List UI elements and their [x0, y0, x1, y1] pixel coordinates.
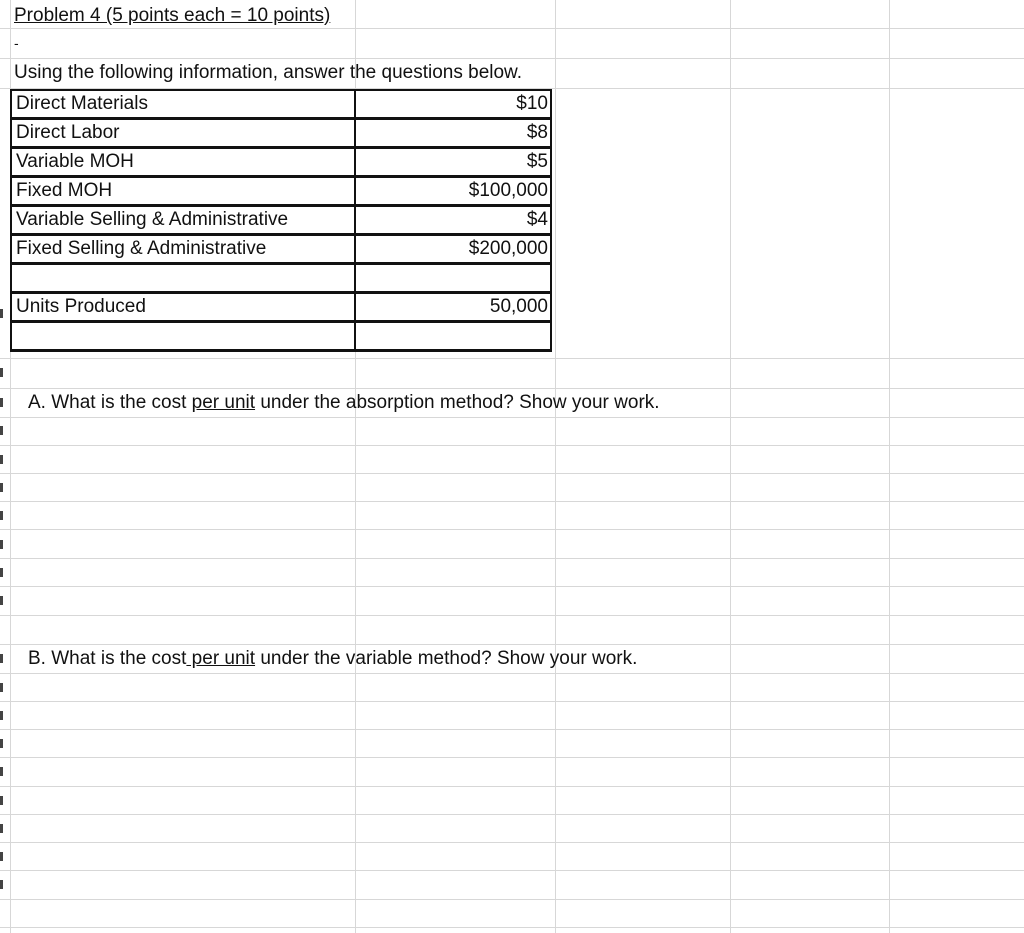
- row-divider: [0, 870, 1024, 871]
- row-header-fragment: [0, 540, 3, 549]
- question-a-per-unit: per unit: [191, 392, 256, 413]
- table-row-empty: [11, 322, 551, 351]
- question-b[interactable]: [28, 648, 637, 670]
- row-header-fragment: [0, 596, 3, 605]
- row-header-fragment: [0, 796, 3, 805]
- problem-title[interactable]: Problem 4 (5 points each = 10 points): [14, 5, 331, 26]
- column-divider: [889, 0, 890, 933]
- column-divider: [730, 0, 731, 933]
- row-header-fragment: [0, 309, 3, 318]
- row-divider: [0, 673, 1024, 674]
- instructions-text[interactable]: Using the following information, answer the questions below.: [14, 62, 523, 83]
- row-header-fragment: [0, 683, 3, 692]
- column-divider: [555, 0, 556, 933]
- table-row: [11, 293, 551, 322]
- row-divider: [0, 927, 1024, 928]
- question-b-prefix: B. What is the cost: [28, 648, 187, 669]
- cost-table: [10, 89, 552, 352]
- row-value-cell[interactable]: $4: [355, 206, 551, 235]
- table-row: [11, 148, 551, 177]
- empty-cell[interactable]: [355, 264, 551, 293]
- row-header-fragment: [0, 880, 3, 889]
- question-b-suffix: under the variable method? Show your work.: [255, 648, 638, 669]
- empty-cell[interactable]: [11, 322, 355, 351]
- row-divider: [0, 786, 1024, 787]
- row-divider: [0, 558, 1024, 559]
- row-divider: [0, 757, 1024, 758]
- row-header-fragment: [0, 852, 3, 861]
- row-value-cell[interactable]: $8: [355, 119, 551, 148]
- row-divider: [0, 615, 1024, 616]
- row-label-cell[interactable]: Variable MOH: [11, 148, 355, 177]
- row-label-cell[interactable]: Direct Materials: [11, 90, 355, 119]
- row-divider: [0, 899, 1024, 900]
- row-divider: [0, 814, 1024, 815]
- row-value-cell[interactable]: $200,000: [355, 235, 551, 264]
- question-b-per-unit: per unit: [186, 648, 256, 669]
- row-header-fragment: [0, 711, 3, 720]
- row-header-fragment: [0, 824, 3, 833]
- table-row: [11, 206, 551, 235]
- units-produced-label[interactable]: Units Produced: [11, 293, 355, 322]
- row-header-fragment: [0, 455, 3, 464]
- row-value-cell[interactable]: $5: [355, 148, 551, 177]
- row-header-fragment: [0, 368, 3, 377]
- question-a-suffix: under the absorption method? Show your work.: [255, 392, 660, 413]
- row-header-fragment: [0, 568, 3, 577]
- question-a-prefix: A. What is the cost: [28, 392, 192, 413]
- row-value-cell[interactable]: $10: [355, 90, 551, 119]
- row-label-cell[interactable]: Fixed MOH: [11, 177, 355, 206]
- row-divider: [0, 644, 1024, 645]
- row-divider: [0, 586, 1024, 587]
- row-value-cell[interactable]: $100,000: [355, 177, 551, 206]
- row-divider: [0, 388, 1024, 389]
- table-row: [11, 235, 551, 264]
- units-produced-value[interactable]: 50,000: [355, 293, 551, 322]
- row-divider: [0, 358, 1024, 359]
- row-header-fragment: [0, 767, 3, 776]
- row-divider: [0, 58, 1024, 59]
- empty-cell[interactable]: [11, 264, 355, 293]
- row-divider: [0, 701, 1024, 702]
- row-header-fragment: [0, 426, 3, 435]
- table-row: [11, 119, 551, 148]
- table-row-empty: [11, 264, 551, 293]
- table-row: [11, 90, 551, 119]
- row-header-fragment: [0, 654, 3, 663]
- dash-cell[interactable]: -: [14, 35, 19, 51]
- row-label-cell[interactable]: Fixed Selling & Administrative: [11, 235, 355, 264]
- row-header-fragment: [0, 511, 3, 520]
- row-divider: [0, 501, 1024, 502]
- row-divider: [0, 473, 1024, 474]
- row-divider: [0, 445, 1024, 446]
- row-divider: [0, 529, 1024, 530]
- empty-cell[interactable]: [355, 322, 551, 351]
- row-label-cell[interactable]: Direct Labor: [11, 119, 355, 148]
- row-header-fragment: [0, 398, 3, 407]
- row-header-fragment: [0, 739, 3, 748]
- row-header-fragment: [0, 483, 3, 492]
- row-divider: [0, 417, 1024, 418]
- table-row: [11, 177, 551, 206]
- row-divider: [0, 842, 1024, 843]
- row-divider: [0, 729, 1024, 730]
- question-a[interactable]: [28, 392, 660, 414]
- row-label-cell[interactable]: Variable Selling & Administrative: [11, 206, 355, 235]
- row-divider: [0, 28, 1024, 29]
